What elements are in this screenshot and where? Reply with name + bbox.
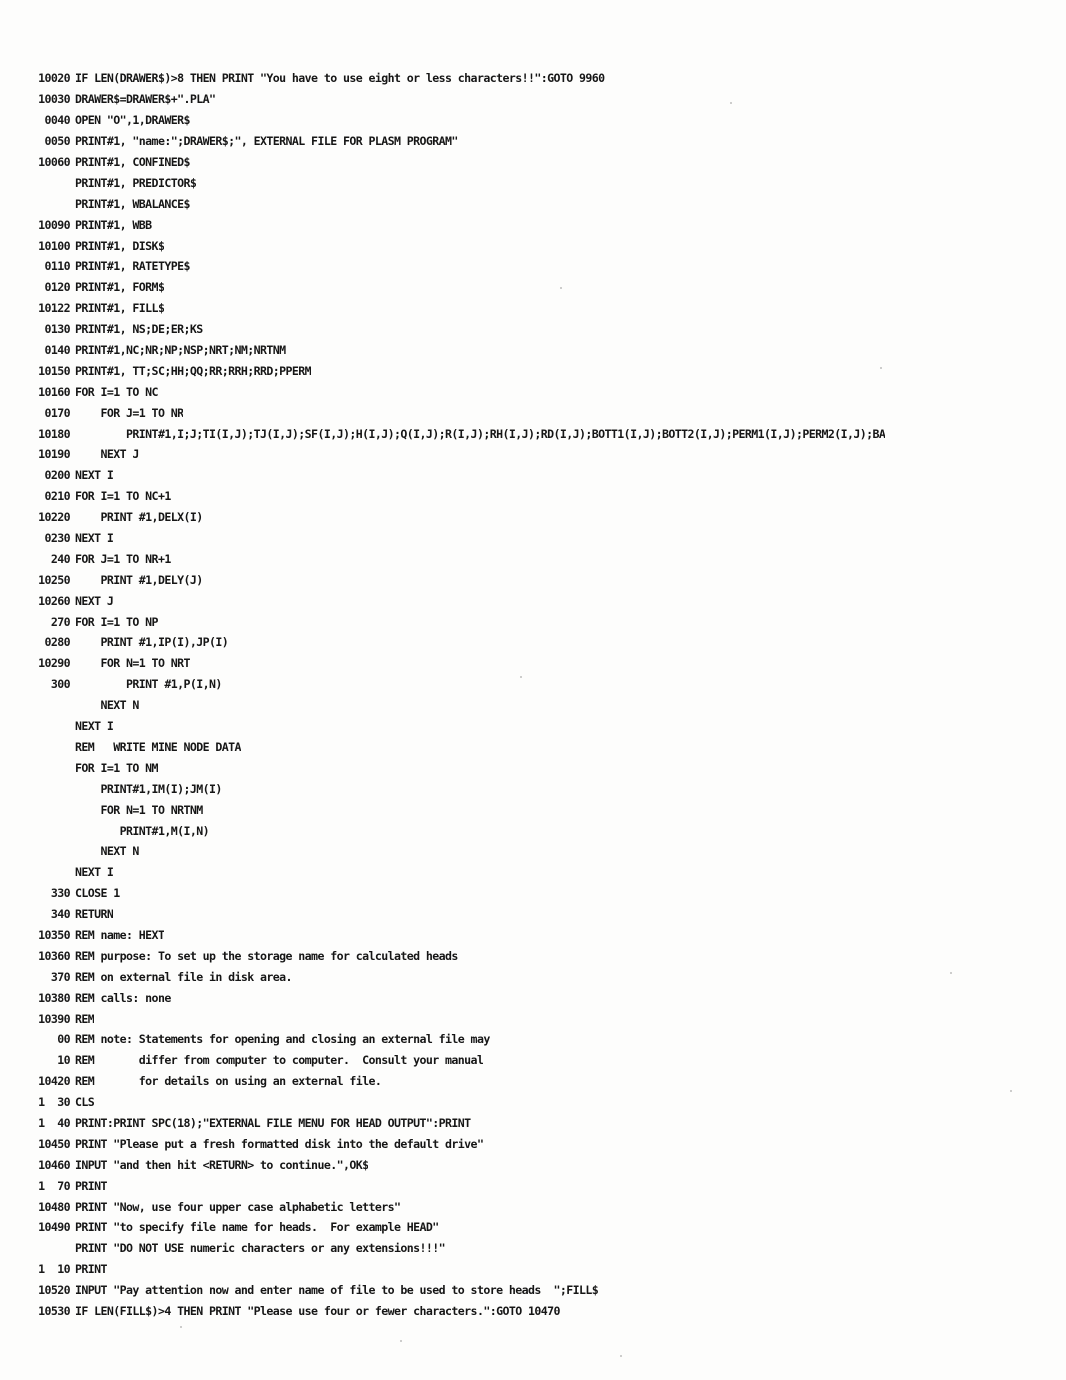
code-line (20, 1050, 1060, 1071)
code-line (20, 820, 1060, 841)
code-line (20, 1259, 1060, 1280)
line-number: 10530 (38, 1303, 70, 1318)
code-text: PRINT "Now, use four upper case alphabetic letters" (75, 1199, 401, 1214)
code-text: FOR I=1 TO NM (75, 760, 158, 775)
code-line (20, 1196, 1060, 1217)
line-number: 1 70 (38, 1178, 70, 1193)
code-text: PRINT "to specify file name for heads. For example HEAD" (75, 1220, 439, 1235)
scan-speck (520, 676, 522, 678)
code-line (20, 172, 1060, 193)
code-text: PRINT#1, DISK$ (75, 238, 165, 253)
code-text: OPEN "O",1,DRAWER$ (75, 113, 197, 128)
code-line (20, 674, 1060, 695)
code-line (20, 319, 1060, 340)
code-line (20, 1071, 1060, 1092)
code-line (20, 987, 1060, 1008)
line-number: 10260 (38, 593, 70, 608)
code-line (20, 277, 1060, 298)
line-number: 10150 (38, 363, 70, 378)
line-number: 10060 (38, 155, 70, 169)
code-text: FOR J=1 TO NR (75, 405, 184, 420)
code-line (20, 486, 1060, 507)
code-line (20, 590, 1060, 611)
code-text: PRINT#1, "name:";DRAWER$;", EXTERNAL FILE FOR PLASM PROGRAM" (75, 134, 458, 149)
code-text: FOR I=1 TO NC (75, 384, 158, 399)
line-number: 10100 (38, 238, 70, 253)
code-line (20, 1133, 1060, 1154)
code-text: REM name: HEXT (75, 927, 165, 942)
code-text: NEXT I (75, 468, 114, 483)
code-text: PRINT#1,IM(I);JM(I) (75, 781, 222, 796)
code-text: INPUT "and then hit <RETURN> to continue.",OK$ (75, 1157, 369, 1172)
line-number: 00 (57, 1032, 70, 1047)
line-number: 0200 (44, 468, 70, 483)
code-line (20, 1280, 1060, 1301)
code-text: PRINT#1,NC;NR;NP;NSP;NRT;NM;NRTNM (75, 343, 286, 358)
code-text: NEXT I (75, 719, 114, 734)
code-text: RETURN (75, 907, 114, 922)
code-line (20, 737, 1060, 758)
line-number: 10 (57, 1053, 70, 1068)
code-text: REM differ from computer to computer. Consult your manual (75, 1053, 484, 1068)
code-line (20, 298, 1060, 319)
code-text: PRINT (75, 1262, 107, 1277)
code-text: REM for details on using an external file. (75, 1074, 382, 1089)
code-text: PRINT #1,DELY(J) (75, 572, 203, 587)
line-number: 10122 (38, 301, 70, 316)
code-line (20, 528, 1060, 549)
code-line (20, 444, 1060, 465)
line-number: 1 30 (38, 1095, 70, 1110)
code-line (20, 256, 1060, 277)
scan-speck (400, 1340, 402, 1342)
code-line (20, 1175, 1060, 1196)
line-number: 330 (50, 886, 70, 901)
line-number: 10250 (38, 572, 70, 587)
code-text: PRINT#1, FILL$ (75, 301, 165, 316)
line-number: 10290 (38, 656, 70, 671)
line-number: 10390 (38, 1011, 70, 1026)
line-number: 10220 (38, 510, 70, 525)
line-number: 10420 (38, 1074, 70, 1089)
code-line (20, 799, 1060, 820)
scan-speck (180, 1326, 182, 1328)
code-line (20, 235, 1060, 256)
code-line (20, 68, 1060, 89)
line-number: 10190 (38, 447, 70, 462)
scan-speck (950, 972, 952, 974)
line-number: 0280 (44, 635, 70, 650)
code-line (20, 925, 1060, 946)
line-number: 240 (50, 551, 70, 566)
code-text: FOR I=1 TO NC+1 (75, 489, 171, 504)
line-number: 0230 (44, 531, 70, 546)
line-number: 10160 (38, 384, 70, 399)
line-number: 340 (50, 907, 70, 922)
code-line (20, 841, 1060, 862)
code-line (20, 569, 1060, 590)
line-number: 0050 (44, 134, 70, 149)
code-line (20, 1029, 1060, 1050)
code-text: REM note: Statements for opening and closing an external file may (75, 1032, 490, 1047)
code-line (20, 89, 1060, 110)
code-text: NEXT J (75, 447, 139, 462)
code-line (20, 1217, 1060, 1238)
line-number: 0210 (44, 489, 70, 504)
code-text: FOR N=1 TO NRTNM (75, 802, 203, 817)
code-line (20, 548, 1060, 569)
code-line (20, 360, 1060, 381)
line-number: 300 (50, 677, 70, 692)
code-line (20, 945, 1060, 966)
line-number: 10480 (38, 1199, 70, 1214)
line-number: 0170 (44, 405, 70, 420)
code-text: NEXT I (75, 865, 114, 880)
code-line (20, 653, 1060, 674)
scan-speck (730, 102, 732, 104)
code-text: FOR I=1 TO NP (75, 614, 158, 629)
code-line (20, 862, 1060, 883)
code-line (20, 716, 1060, 737)
code-line (20, 340, 1060, 361)
code-text: PRINT#1, RATETYPE$ (75, 259, 190, 274)
code-text: INPUT "Pay attention now and enter name of file to be used to store heads ";FILL$ (75, 1283, 599, 1298)
code-text: PRINT "Please put a fresh formatted disk into the default drive" (75, 1136, 484, 1151)
line-number: 10450 (38, 1136, 70, 1151)
line-number: 0110 (44, 259, 70, 274)
code-text: CLS (75, 1095, 95, 1110)
code-text: PRINT #1,IP(I),JP(I) (75, 635, 229, 650)
code-text: IF LEN(FILL$)>4 THEN PRINT "Please use four or fewer characters.":GOTO 10470 (75, 1303, 560, 1318)
line-number: 10380 (38, 990, 70, 1005)
code-line (20, 110, 1060, 131)
code-line (20, 131, 1060, 152)
line-number: 370 (50, 969, 70, 984)
code-text: PRINT#1,I;J;TI(I,J);TJ(I,J);SF(I,J);H(I,J);Q(I,J);R(I,J);RH(I,J);RD(I,J);BOTT1(I,J);BOTT2(I,J);PERM1(I,J);PERM2(I,J);BA (75, 426, 886, 441)
line-number: 10490 (38, 1220, 70, 1235)
code-line (20, 632, 1060, 653)
scan-speck (1010, 1090, 1012, 1092)
line-number: 10520 (38, 1283, 70, 1298)
code-text: NEXT N (75, 844, 139, 859)
code-line (20, 1154, 1060, 1175)
line-number: 10090 (38, 217, 70, 232)
code-text: FOR N=1 TO NRT (75, 656, 190, 671)
line-number: 0040 (44, 113, 70, 128)
code-line (20, 423, 1060, 444)
code-line (20, 193, 1060, 214)
code-line (20, 507, 1060, 528)
code-text: PRINT#1, WBALANCE$ (75, 196, 190, 211)
code-text: IF LEN(DRAWER$)>8 THEN PRINT "You have to use eight or less characters!!":GOTO 9960 (75, 71, 605, 86)
code-line (20, 1092, 1060, 1113)
code-line (20, 883, 1060, 904)
code-text: REM on external file in disk area. (75, 969, 292, 984)
code-line (20, 1113, 1060, 1134)
code-text: PRINT#1, PREDICTOR$ (75, 175, 197, 190)
code-text: NEXT N (75, 698, 139, 713)
code-line (20, 214, 1060, 235)
code-text: REM calls: none (75, 990, 171, 1005)
code-text: PRINT#1, TT;SC;HH;QQ;RR;RRH;RRD;PPERM (75, 363, 312, 378)
code-text: PRINT#1, CONFINED$ (75, 155, 190, 169)
line-number: 1 10 (38, 1262, 70, 1277)
code-text: NEXT J (75, 593, 114, 608)
code-text: PRINT#1, NS;DE;ER;KS (75, 322, 203, 337)
code-line (20, 778, 1060, 799)
scan-speck (880, 367, 882, 369)
line-number: 1 40 (38, 1115, 70, 1130)
code-text: PRINT#1, WBB (75, 217, 152, 232)
code-line (20, 402, 1060, 423)
line-number: 0140 (44, 343, 70, 358)
line-number: 10360 (38, 948, 70, 963)
code-text: PRINT #1,P(I,N) (75, 677, 222, 692)
code-text: REM purpose: To set up the storage name for calculated heads (75, 948, 458, 963)
code-text: CLOSE 1 (75, 886, 120, 901)
code-text: FOR J=1 TO NR+1 (75, 551, 171, 566)
code-line (20, 381, 1060, 402)
line-number: 270 (50, 614, 70, 629)
code-line (20, 465, 1060, 486)
code-text: PRINT:PRINT SPC(18);"EXTERNAL FILE MENU FOR HEAD OUTPUT":PRINT (75, 1115, 471, 1130)
code-line (20, 757, 1060, 778)
code-text: PRINT#1, FORM$ (75, 280, 165, 295)
code-line (20, 966, 1060, 987)
scan-speck (620, 1355, 622, 1357)
code-text: PRINT (75, 1178, 107, 1193)
code-text: PRINT #1,DELX(I) (75, 510, 203, 525)
code-line (20, 1301, 1060, 1322)
code-text: PRINT#1,M(I,N) (75, 823, 209, 838)
code-text: REM (75, 1011, 95, 1026)
line-number: 10180 (38, 426, 70, 441)
line-number: 10460 (38, 1157, 70, 1172)
line-number: 10030 (38, 92, 70, 107)
code-line (20, 695, 1060, 716)
code-line (20, 1238, 1060, 1259)
code-text: NEXT I (75, 531, 114, 546)
line-number: 0120 (44, 280, 70, 295)
code-line (20, 904, 1060, 925)
code-text: PRINT "DO NOT USE numeric characters or any extensions!!!" (75, 1241, 446, 1256)
scan-speck (560, 287, 562, 289)
code-text: DRAWER$=DRAWER$+".PLA" (75, 92, 216, 107)
code-text: REM WRITE MINE NODE DATA (75, 739, 241, 754)
code-line (20, 152, 1060, 173)
line-number: 10350 (38, 927, 70, 942)
line-number: 10020 (38, 71, 70, 86)
code-line (20, 1008, 1060, 1029)
code-line (20, 611, 1060, 632)
line-number: 0130 (44, 322, 70, 337)
basic-code-listing (20, 68, 1060, 1321)
